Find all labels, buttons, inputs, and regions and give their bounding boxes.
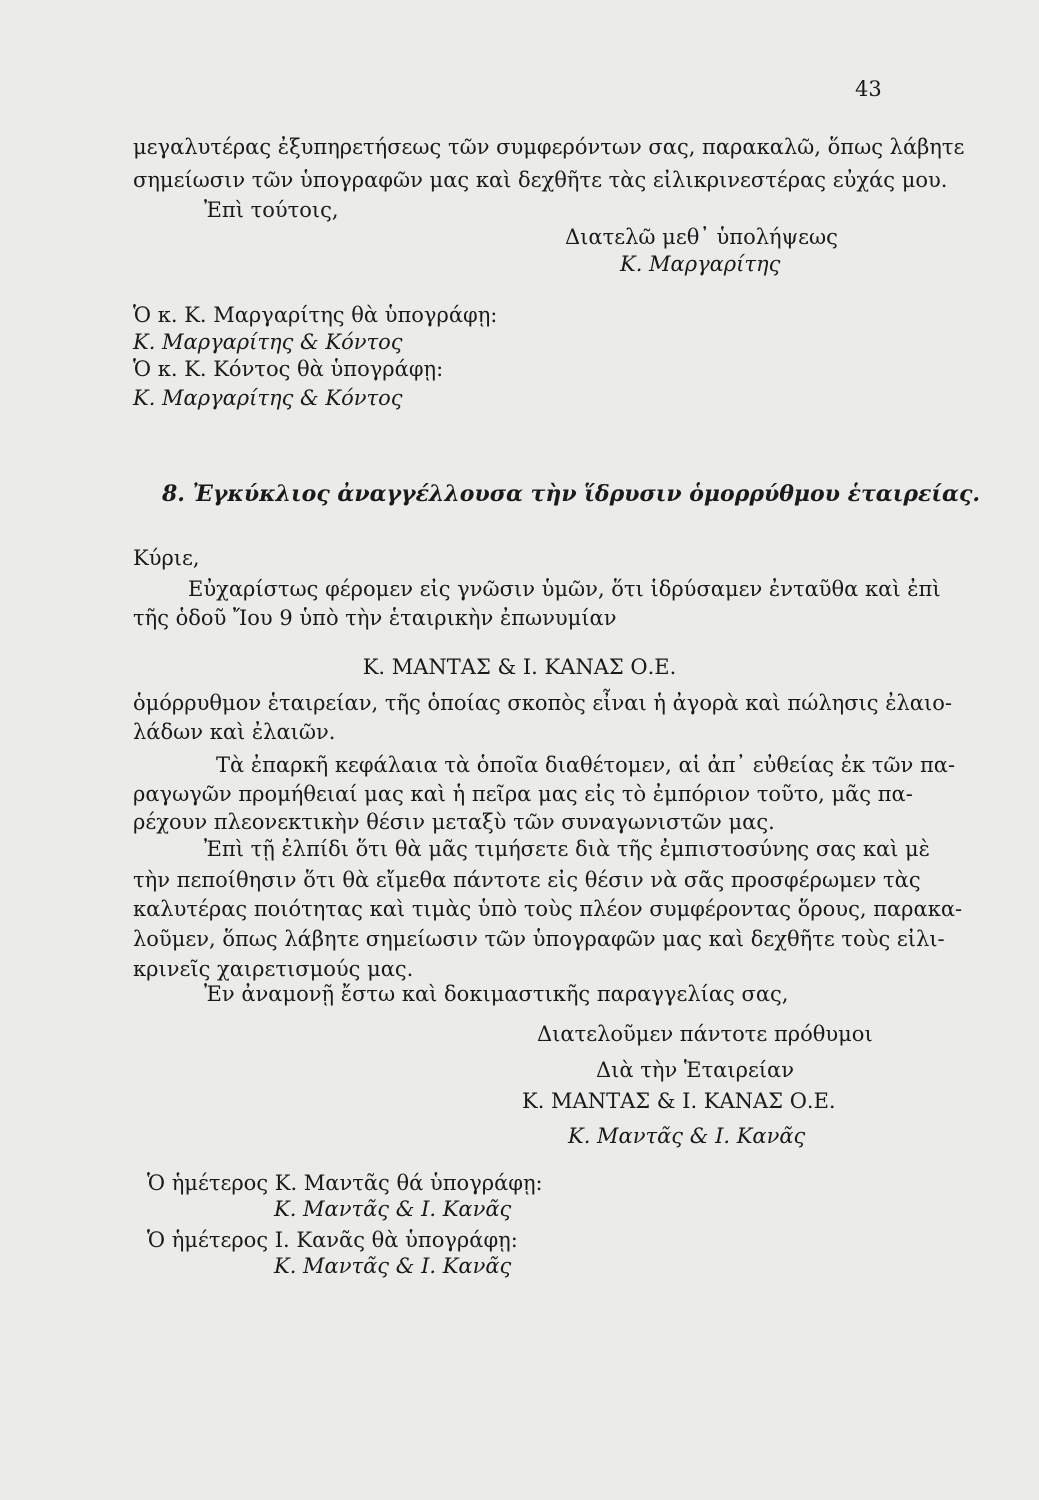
letter2-closing-1: Διατελοῦμεν πάντοτε πρόθυμοι [537,1022,873,1046]
letter2-sig2-value: Κ. Μαντᾶς & Ι. Κανᾶς [274,1254,512,1278]
letter2-p1-line-1: Εὐχαρίστως φέρομεν εἰς γνῶσιν ὑμῶν, ὅτι ἱδρύσαμεν ἐνταῦθα καὶ ἐπὶ [188,577,941,601]
letter1-signer: Κ. Μαργαρίτης [620,252,781,276]
letter1-line-2: σημείωσιν τῶν ὑπογραφῶν μας καὶ δεχθῆτε τὰς εἰλικρινεστέρας εὐχάς μου. [133,168,948,192]
letter2-sig2-label: Ὁ ἡμέτερος Ι. Κανᾶς θὰ ὑπογράφῃ: [147,1228,518,1252]
letter2-salutation: Κύριε, [133,546,200,570]
section-heading [162,481,980,507]
letter2-p4-line-5: κρινεῖς χαιρετισμούς μας. [133,957,414,981]
letter2-closing-2: Διὰ τὴν Ἑταιρείαν [596,1058,795,1082]
letter2-p4-line-4: λοῦμεν, ὅπως λάβητε σημείωσιν τῶν ὑπογραφῶν μας καὶ δεχθῆτε τοὺς εἰλι- [133,927,945,951]
letter1-sig1-label: Ὁ κ. Κ. Μαργαρίτης θὰ ὑπογράφῃ: [133,303,498,327]
page-number: 43 [855,77,882,101]
letter2-signers: Κ. Μαντᾶς & Ι. Κανᾶς [568,1124,806,1148]
letter2-p4-line-2: τὴν πεποίθησιν ὅτι θὰ εἴμεθα πάντοτε εἰς θέσιν νὰ σᾶς προσφέρωμεν τὰς [133,868,921,892]
section-title: Ἐγκύκλιος ἀναγγέλλουσα τὴν ἵδρυσιν ὁμορρύθμου ἑταιρείας. [192,481,980,507]
letter2-sig1-value: Κ. Μαντᾶς & Ι. Κανᾶς [274,1197,512,1221]
letter1-closing-intro: Ἐπὶ τούτοις, [204,198,339,222]
letter1-closing: Διατελῶ μεθ᾽ ὑπολήψεως [565,225,838,249]
letter2-p1-line-2: τῆς ὁδοῦ Ἴου 9 ὑπὸ τὴν ἑταιρικὴν ἐπωνυμίαν [133,606,617,630]
letter2-p3-line-1: Τὰ ἐπαρκῆ κεφάλαια τὰ ὁποῖα διαθέτομεν, αἱ ἀπ᾽ εὐθείας ἐκ τῶν πα- [216,753,956,777]
letter2-company-name: Κ. ΜΑΝΤΑΣ & Ι. ΚΑΝΑΣ Ο.Ε. [362,655,677,679]
letter1-sig2-label: Ὁ κ. Κ. Κόντος θὰ ὑπογράφῃ: [133,357,444,381]
letter1-sig2-value: Κ. Μαργαρίτης & Κόντος [133,386,403,410]
letter2-p2-line-1: ὁμόρρυθμον ἑταιρείαν, τῆς ὁποίας σκοπὸς εἶναι ἡ ἀγορὰ καὶ πώλησις ἐλαιο- [133,691,952,715]
section-number: 8. [162,481,185,507]
letter2-p2-line-2: λάδων καὶ ἐλαιῶν. [133,720,336,744]
letter1-line-1: μεγαλυτέρας ἐξυπηρετήσεως τῶν συμφερόντων σας, παρακαλῶ, ὅπως λάβητε [133,135,965,159]
letter2-p3-line-2: ραγωγῶν προμήθειαί μας καὶ ἡ πεῖρα μας εἰς τὸ ἐμπόριον τοῦτο, μᾶς πα- [133,782,913,806]
letter1-sig1-value: Κ. Μαργαρίτης & Κόντος [133,330,403,354]
letter2-p4-line-3: καλυτέρας ποιότητας καὶ τιμὰς ὑπὸ τοὺς πλέον συμφέροντας ὅρους, παρακα- [133,897,963,921]
letter2-p4-line-1: Ἐπὶ τῇ ἐλπίδι ὅτι θὰ μᾶς τιμήσετε διὰ τῆς ἐμπιστοσύνης σας καὶ μὲ [204,837,930,861]
letter2-p5: Ἐν ἀναμονῇ ἔστω καὶ δοκιμαστικῆς παραγγελίας σας, [204,982,789,1006]
letter2-p3-line-3: ρέχουν πλεονεκτικὴν θέσιν μεταξὺ τῶν συναγωνιστῶν μας. [133,810,775,834]
letter2-company-signature: Κ. ΜΑΝΤΑΣ & Ι. ΚΑΝΑΣ Ο.Ε. [522,1089,836,1113]
letter2-sig1-label: Ὁ ἡμέτερος Κ. Μαντᾶς θά ὑπογράφῃ: [147,1171,543,1195]
